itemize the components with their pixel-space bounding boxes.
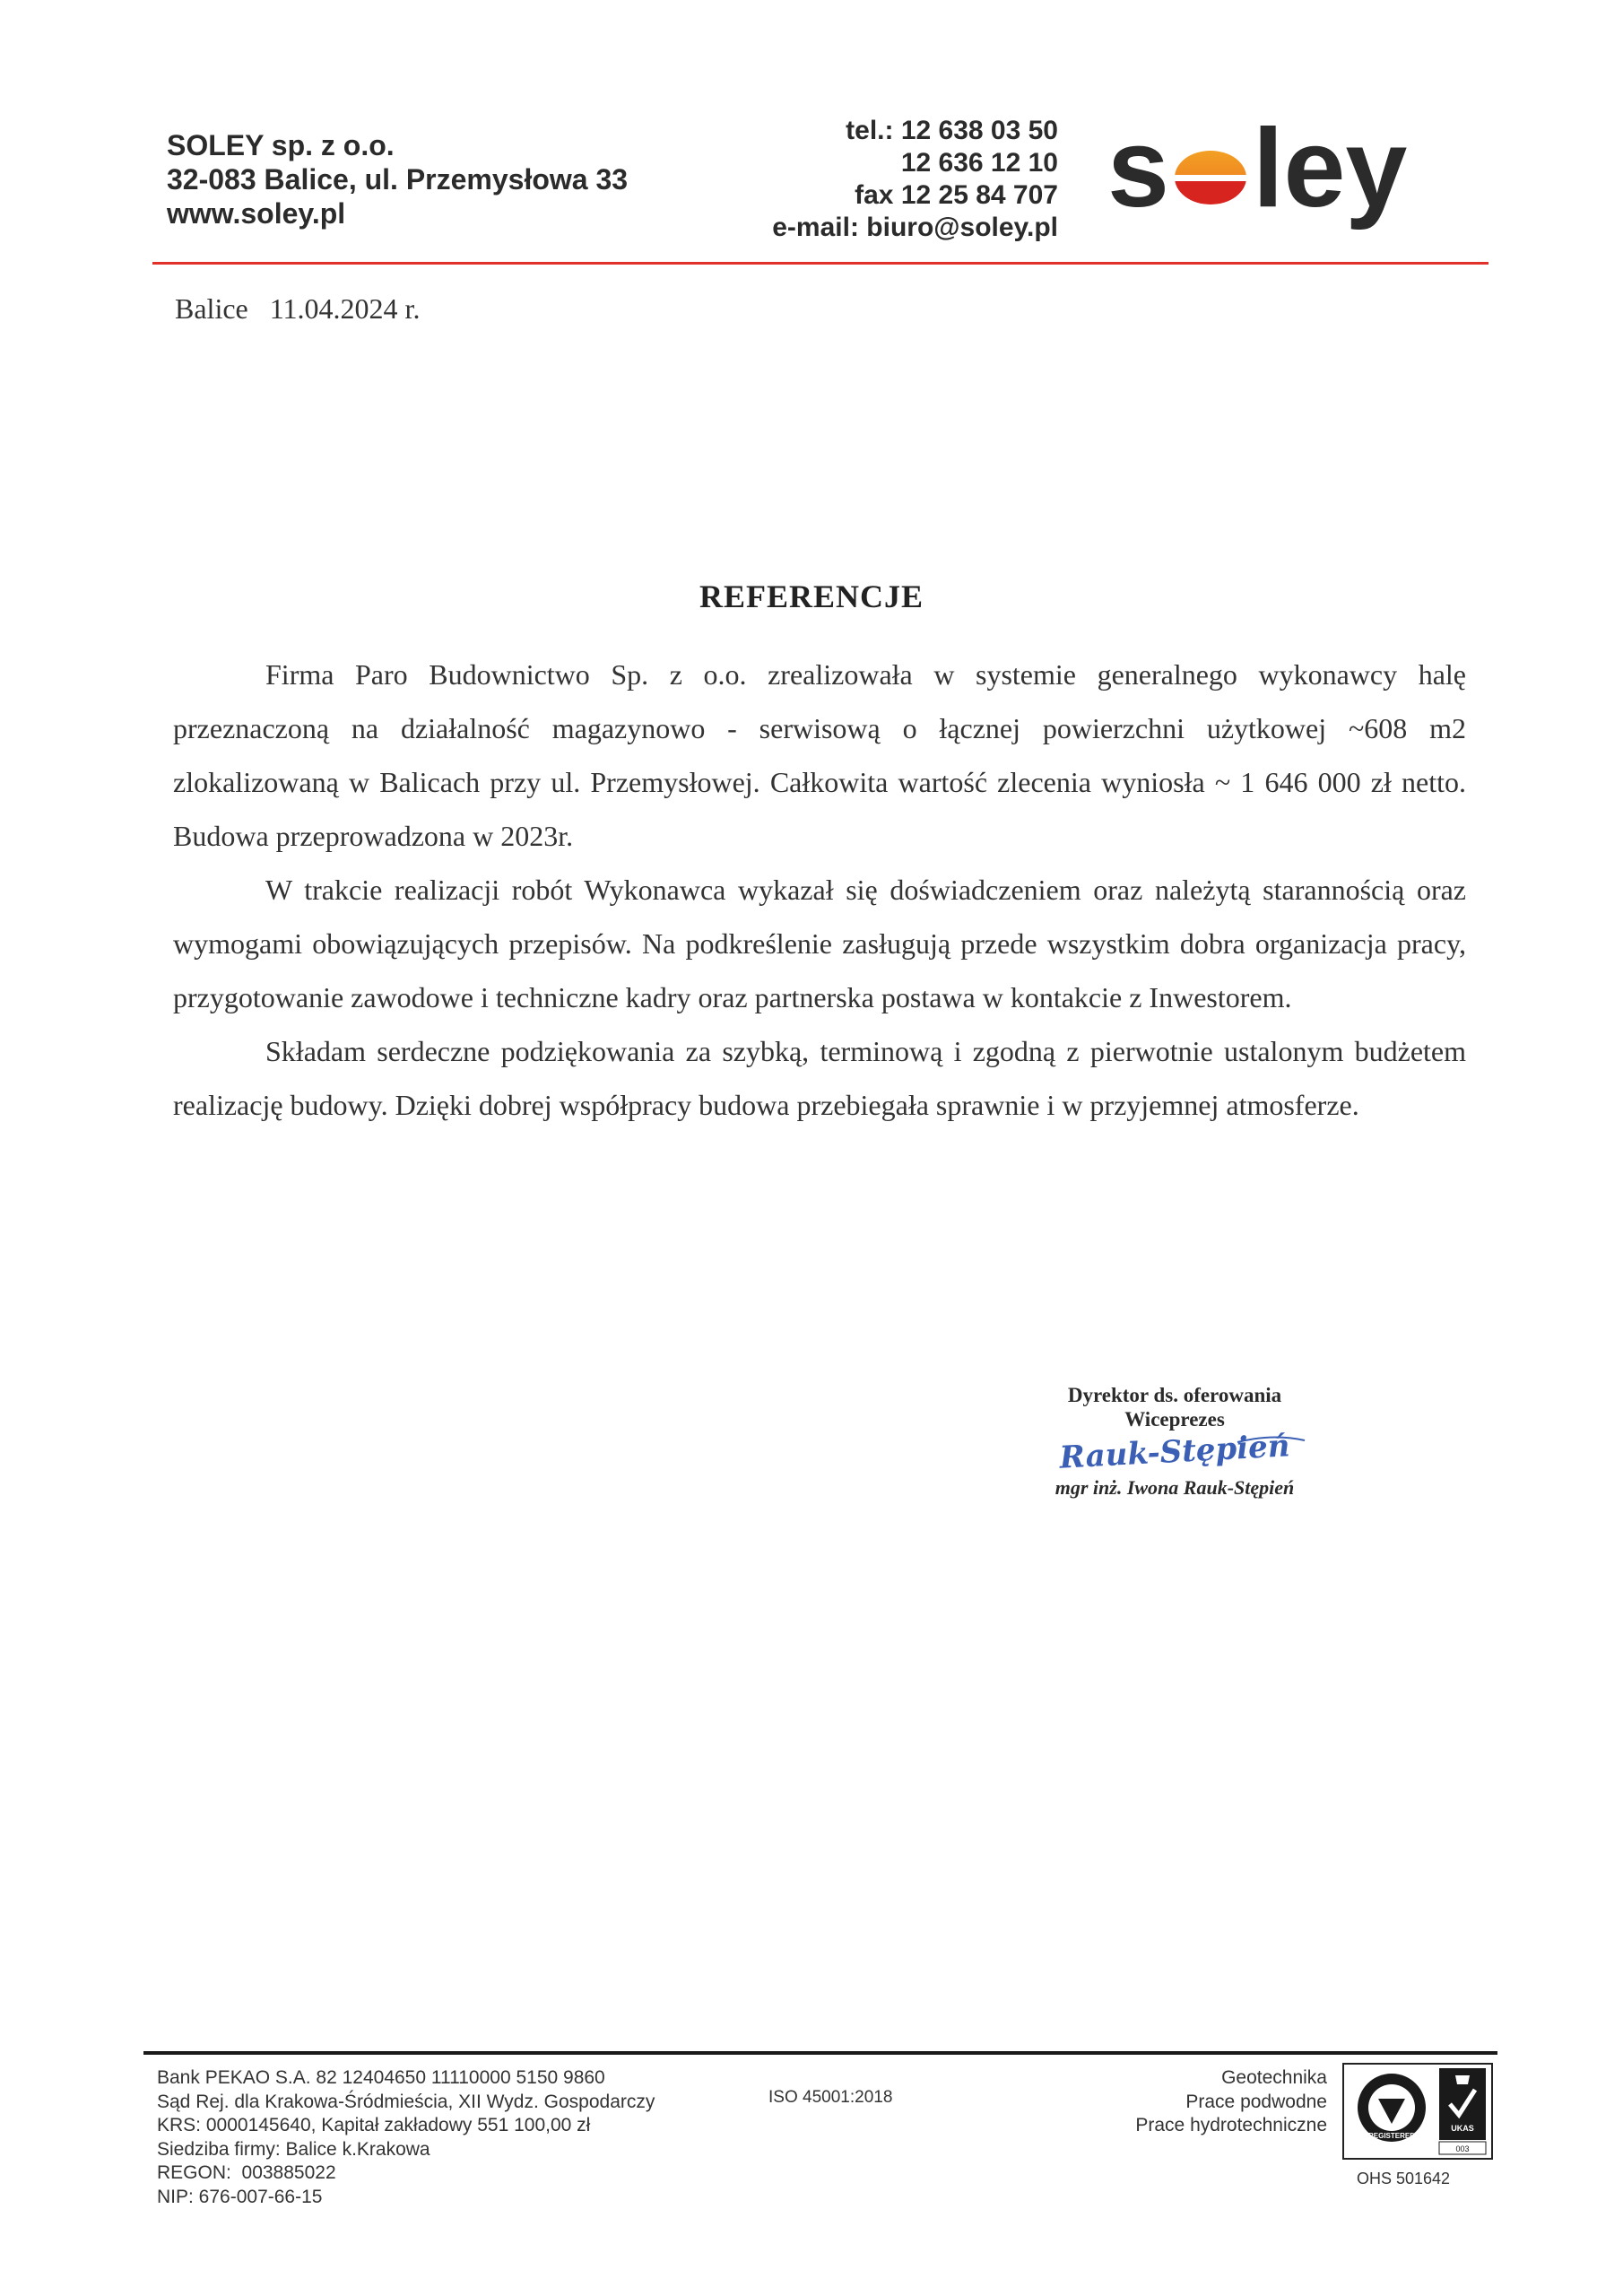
company-address-block — [167, 128, 628, 230]
signature-stamp — [1013, 1383, 1336, 1500]
court-registry: Sąd Rej. dla Krakowa-Śródmieścia, XII Wydz. Gospodarczy — [157, 2091, 655, 2112]
signatory-name: mgr inż. Iwona Rauk-Stępień — [1055, 1476, 1295, 1499]
contact-block — [681, 115, 1058, 244]
svg-text:Rauk-Stępień: Rauk-Stępień — [1058, 1431, 1291, 1471]
iso-standard: ISO 45001:2018 — [768, 2088, 893, 2107]
services-list — [1058, 2066, 1327, 2138]
company-seat: Siedziba firmy: Balice k.Krakowa — [157, 2138, 430, 2160]
handwritten-signature — [1013, 1431, 1336, 1471]
cert-ukas-label: UKAS — [1451, 2124, 1474, 2133]
signatory-role: Dyrektor ds. oferowania — [1067, 1384, 1282, 1406]
document-title: REFERENCJE — [699, 578, 924, 614]
footer-divider — [143, 2051, 1497, 2055]
fax: fax 12 25 84 707 — [855, 180, 1058, 210]
signatory-title: Wiceprezes — [1124, 1408, 1225, 1431]
svg-text:s: s — [1107, 117, 1169, 230]
company-website: www.soley.pl — [167, 197, 346, 230]
ohs-certificate-number: OHS 501642 — [1357, 2170, 1451, 2187]
header-divider — [152, 262, 1488, 265]
bank-account: Bank PEKAO S.A. 82 12404650 11110000 5150 9860 — [157, 2067, 605, 2088]
document-date: Balice 11.04.2024 r. — [175, 292, 421, 325]
letter-body — [173, 648, 1466, 1132]
body-paragraph: Składam serdeczne podziękowania za szybką, terminową i zgodną z pierwotnie ustalonym budżetem realizację budowy. Dzięki dobrej współpracy budowa przebiegała sprawnie i w przyjemnej atmosferze. — [173, 1035, 1466, 1121]
cert-ukas-number: 003 — [1455, 2144, 1470, 2153]
phone-2: 12 636 12 10 — [900, 148, 1058, 178]
body-paragraph: Firma Paro Budownictwo Sp. z o.o. zrealizowała w systemie generalnego wykonawcy halę przeznaczoną na działalność magazynowo - serwisową o łącznej powierzchni użytkowej ~608 m2 zlokalizowaną w Balicach przy ul. Przemysłowej. Całkowita wartość zlecenia wyniosła ~ 1 646 000 zł netto. Budowa przeprowadzona w 2023r. — [173, 658, 1466, 852]
service-item: Prace podwodne — [1185, 2091, 1327, 2112]
svg-text:ley: ley — [1253, 117, 1408, 230]
certification-logo — [1342, 2063, 1493, 2160]
nip: NIP: 676-007-66-15 — [157, 2186, 323, 2207]
service-item: Prace hydrotechniczne — [1135, 2115, 1327, 2135]
body-paragraph: W trakcie realizacji robót Wykonawca wykazał się doświadczeniem oraz należytą starannością oraz wymogami obowiązujących przepisów. Na podkreślenie zasługują przede wszystkim dobra organizacja pracy, przygotowanie zawodowe i techniczne kadry oraz partnerska postawa w kontakcie z Inwestorem. — [173, 874, 1466, 1013]
cert-registered-label: REGISTERED — [1367, 2132, 1416, 2140]
regon: REGON: 003885022 — [157, 2162, 336, 2183]
company-registration-info — [157, 2066, 655, 2209]
company-name: SOLEY sp. z o.o. — [167, 129, 395, 161]
krs-capital: KRS: 0000145640, Kapitał zakładowy 551 100,00 zł — [157, 2115, 591, 2135]
email: e-mail: biuro@soley.pl — [772, 213, 1058, 242]
soley-logo — [1107, 117, 1475, 251]
phone-1: tel.: 12 638 03 50 — [846, 116, 1058, 145]
service-item: Geotechnika — [1221, 2067, 1327, 2088]
company-address: 32-083 Balice, ul. Przemysłowa 33 — [167, 163, 629, 196]
